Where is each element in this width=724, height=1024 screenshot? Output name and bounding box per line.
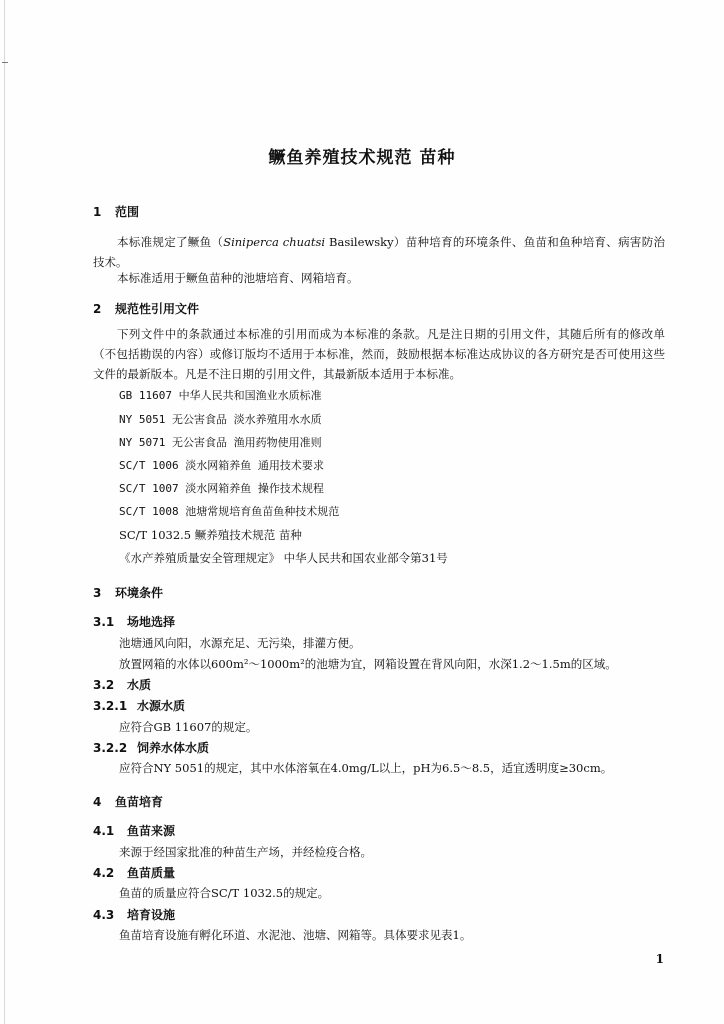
reference-item: SC/T 1007 淡水网箱养鱼 操作技术规程 [119,482,324,495]
subsection-3-2-2-line-1: 应符合NY 5051的规定，其中水体溶氧在4.0mg/L以上，pH为6.5～8.5，适宜透明度≥30cm。 [119,761,613,775]
subsection-number: 4.1 [93,824,115,838]
subsection-4-1-line-1: 来源于经国家批准的种苗生产场，并经检疫合格。 [119,845,372,859]
reference-item: GB 11607 中华人民共和国渔业水质标准 [119,389,322,402]
subsection-4-2-heading [93,864,175,881]
subsection-title: 场地选择 [127,615,176,629]
section-number: 2 [93,302,102,316]
subsection-title: 饲养水体水质 [137,741,210,755]
subsection-3-2-heading [93,676,151,693]
latin-name: Siniperca chuatsi [223,235,326,249]
section-title: 环境条件 [115,586,164,600]
subsection-number: 3.2.1 [93,699,128,713]
subsection-4-2-line-1: 鱼苗的质量应符合SC/T 1032.5的规定。 [119,886,330,900]
section-number: 1 [93,205,102,219]
section-title: 鱼苗培育 [115,795,164,809]
subsection-3-2-1-heading [93,697,185,714]
subsection-4-3-line-1: 鱼苗培育设施有孵化环道、水泥池、池塘、网箱等。具体要求见表1。 [119,928,472,942]
subsection-number: 3.2 [93,678,115,692]
reference-item: SC/T 1008 池塘常规培育鱼苗鱼种技术规范 [119,505,340,518]
subsection-title: 鱼苗质量 [127,866,176,880]
subsection-title: 水源水质 [137,699,186,713]
section-number: 3 [93,586,102,600]
reference-item: SC/T 1032.5 鳜养殖技术规范 苗种 [119,528,302,542]
reference-item: 《水产养殖质量安全管理规定》 中华人民共和国农业部令第31号 [119,551,448,565]
subsection-number: 3.2.2 [93,741,128,755]
subsection-4-3-heading [93,906,175,923]
reference-item: NY 5071 无公害食品 渔用药物使用准则 [119,436,322,449]
subsection-3-1-heading [93,613,175,630]
section-3-heading [93,584,163,601]
subsection-4-1-heading [93,822,175,839]
subsection-number: 4.2 [93,866,115,880]
subsection-3-2-2-heading [93,739,209,756]
page-number: 1 [655,952,664,966]
section-2-paragraph-1: 下列文件中的条款通过本标准的引用而成为本标准的条款。凡是注日期的引用文件，其随后所有的修改单（不包括勘误的内容）或修订版均不适用于本标准，然而，鼓励根据本标准达成协议的各方研究是否可使用这些文件的最新版本。凡是不注日期的引用文件，其最新版本适用于本标准。 [93,327,665,381]
subsection-title: 水质 [127,678,152,692]
subsection-3-2-1-line-1: 应符合GB 11607的规定。 [119,720,258,734]
section-1-paragraph-1: 本标准规定了鳜鱼（Siniperca chuatsi Basilewsky）苗种培育的环境条件、鱼苗和鱼种培育、病害防治技术。 [93,235,666,269]
section-1-heading [93,203,139,220]
subsection-3-1-line-1: 池塘通风向阳，水源充足、无污染，排灌方便。 [119,636,361,650]
subsection-3-1-line-2: 放置网箱的水体以600m²～1000m²的池塘为宜，网箱设置在背风向阳，水深1.2～1.5m的区域。 [119,657,617,671]
reference-item: SC/T 1006 淡水网箱养鱼 通用技术要求 [119,459,324,472]
subsection-number: 4.3 [93,908,115,922]
section-title: 规范性引用文件 [115,302,200,316]
section-number: 4 [93,795,102,809]
subsection-title: 鱼苗来源 [127,824,176,838]
section-4-heading [93,793,163,810]
reference-item: NY 5051 无公害食品 淡水养殖用水水质 [119,413,322,426]
subsection-number: 3.1 [93,615,115,629]
subsection-title: 培育设施 [127,908,176,922]
section-title: 范围 [115,205,140,219]
section-1-paragraph-2: 本标准适用于鳜鱼苗种的池塘培育、网箱培育。 [117,271,359,285]
document-title: 鳜鱼养殖技术规范 苗种 [268,148,456,168]
page-edge-mark [2,62,8,63]
section-2-heading [93,300,199,317]
